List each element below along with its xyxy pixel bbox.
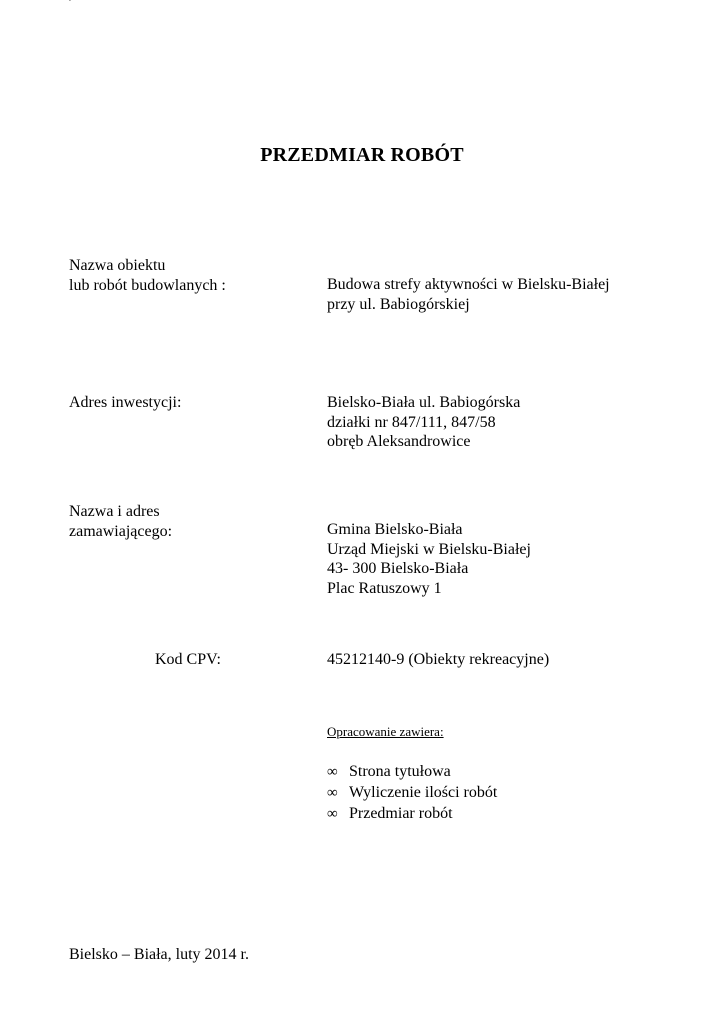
client-value-line: Urząd Miejski w Bielsku-Białej: [327, 540, 531, 558]
cpv-value: [327, 650, 549, 670]
contents-list: [327, 761, 497, 824]
object-value-line: przy ul. Babiogórskiej: [327, 295, 470, 313]
cpv-value-text: 45212140-9 (Obiekty rekreacyjne): [327, 651, 550, 668]
client-value-line: 43- 300 Bielsko-Biała: [327, 560, 469, 577]
client-value-line: Gmina Bielsko-Biała: [327, 521, 463, 538]
client-value: [327, 520, 531, 598]
object-value: [327, 275, 610, 314]
infinity-bullet-icon: ∞: [327, 785, 338, 801]
contents-item-text: Wyliczenie ilości robót: [349, 784, 498, 801]
infinity-bullet-icon: ∞: [327, 806, 338, 822]
cpv-label-text: Kod CPV:: [155, 651, 221, 668]
address-value-line: obręb Aleksandrowice: [327, 433, 471, 450]
list-item: [327, 782, 497, 803]
list-item: [327, 761, 497, 782]
address-value: [327, 393, 520, 452]
corner-mark: `: [68, 0, 72, 10]
contents-item-text: Strona tytułowa: [349, 763, 451, 780]
object-value-line: Budowa strefy aktywności w Bielsku-Białej: [327, 276, 610, 293]
address-label-line: Adres inwestycji:: [69, 394, 182, 411]
client-label: [69, 502, 172, 541]
object-label-line: lub robót budowlanych :: [69, 276, 226, 294]
client-value-line: Plac Ratuszowy 1: [327, 579, 442, 597]
address-value-line: Bielsko-Biała ul. Babiogórska: [327, 394, 521, 411]
address-label: [69, 393, 181, 413]
client-label-line: Nazwa i adres: [69, 503, 160, 520]
document-title: PRZEDMIAR ROBÓT: [260, 144, 464, 166]
list-item: [327, 803, 497, 824]
client-label-line: zamawiającego:: [69, 522, 173, 540]
address-value-line: działki nr 847/111, 847/58: [327, 413, 496, 431]
contents-item-text: Przedmiar robót: [349, 805, 453, 822]
object-label: [69, 256, 226, 295]
object-label-line: Nazwa obiektu: [69, 257, 166, 274]
infinity-bullet-icon: ∞: [327, 764, 338, 780]
cpv-label: [155, 650, 221, 670]
contents-heading: Opracowanie zawiera:: [327, 724, 444, 739]
place-date: Bielsko – Biała, luty 2014 r.: [69, 946, 249, 963]
